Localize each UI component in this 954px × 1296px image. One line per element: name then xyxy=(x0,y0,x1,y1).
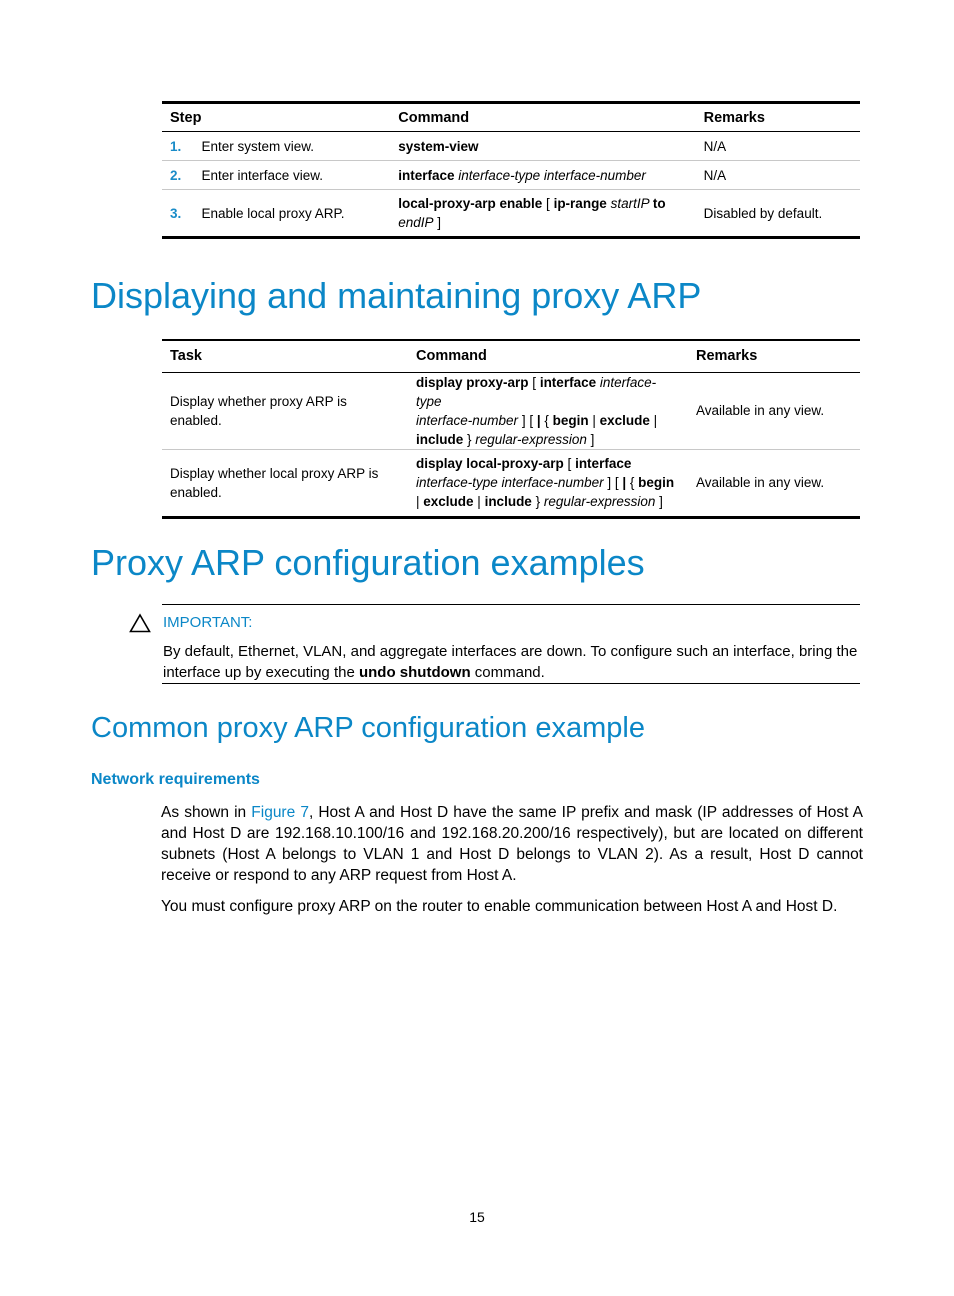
step-number: 1. xyxy=(170,138,182,154)
col-header-command: Command xyxy=(390,103,695,132)
table-row xyxy=(162,161,860,190)
command-text: } xyxy=(531,494,544,509)
note-text: command. xyxy=(470,664,545,681)
command-keyword: local-proxy-arp enable xyxy=(398,196,543,211)
command-keyword: | xyxy=(622,475,627,490)
step-remarks: N/A xyxy=(703,167,727,183)
step-description: Enter system view. xyxy=(201,138,314,154)
col-header-step: Step xyxy=(162,103,390,132)
command-text: ] xyxy=(655,494,663,509)
command-keyword: display proxy-arp xyxy=(416,374,529,390)
command-keyword: undo shutdown xyxy=(358,664,471,681)
command-text: | xyxy=(588,412,600,428)
command-text: { xyxy=(540,412,553,428)
step-number: 2. xyxy=(170,167,182,183)
command-text: | xyxy=(473,494,485,509)
task-cell: Display whether local proxy ARP is enabled. xyxy=(170,465,379,500)
paragraph-text: , Host A and Host D have the same IP prefix and mask (IP addresses of Host A and Host D are 192.168.10.100/16 and 192.168.20.200/16 respectively), but are located on different subnets (Host A belongs to VLAN 1 and Host D belongs to VLAN 2). As a result, Host D cannot receive or respond to any ARP request from Host A. xyxy=(161,804,863,884)
table-row xyxy=(162,190,860,238)
remarks-cell: Available in any view. xyxy=(696,475,825,490)
step-remarks: N/A xyxy=(703,138,727,154)
command-text: [ xyxy=(528,374,540,390)
col-header-remarks: Remarks xyxy=(696,103,860,132)
command-argument: interface-type interface-number xyxy=(458,167,646,183)
important-label: IMPORTANT: xyxy=(163,614,253,631)
step-command xyxy=(390,161,695,190)
command-argument: interface-type xyxy=(416,374,657,409)
step-remarks: Disabled by default. xyxy=(703,205,823,221)
warning-triangle-icon xyxy=(129,613,151,633)
command-keyword: exclude xyxy=(423,494,474,509)
config-steps-table xyxy=(162,101,860,239)
command-text: ] xyxy=(586,431,595,447)
paragraph-text: As shown in xyxy=(161,804,252,821)
body-paragraph xyxy=(161,802,863,886)
table-header-row xyxy=(162,103,860,132)
command-text: [ xyxy=(563,456,576,471)
command-keyword: ip-range xyxy=(553,196,607,211)
command-keyword: interface xyxy=(539,374,597,390)
command-text: [ xyxy=(542,196,554,211)
command-text: | xyxy=(649,412,658,428)
command-keyword: include xyxy=(484,494,532,509)
table-row xyxy=(162,449,860,517)
step-description: Enable local proxy ARP. xyxy=(201,205,345,221)
page-number: 15 xyxy=(469,1209,485,1225)
table-header-row xyxy=(162,340,860,372)
col-header-command: Command xyxy=(408,340,688,372)
subsection-heading: Common proxy ARP configuration example xyxy=(91,712,645,744)
command-argument: endIP xyxy=(398,215,434,230)
remarks-cell: Available in any view. xyxy=(696,403,825,418)
figure-link[interactable]: Figure 7 xyxy=(251,804,309,821)
command-text: ] xyxy=(433,215,442,230)
display-commands-table xyxy=(162,339,860,519)
command-cell xyxy=(408,449,688,517)
command-text: | xyxy=(416,494,424,509)
step-description: Enter interface view. xyxy=(201,167,323,183)
col-header-task: Task xyxy=(162,340,408,372)
table-row xyxy=(162,372,860,449)
note-text: By default, Ethernet, VLAN, and aggregate interfaces are down. To configure such an interface, bring the interface up by executing the xyxy=(163,643,858,681)
important-note xyxy=(162,604,860,684)
section-heading: Proxy ARP configuration examples xyxy=(91,542,645,583)
task-cell: Display whether proxy ARP is enabled. xyxy=(170,393,347,428)
command-keyword: interface xyxy=(398,167,455,183)
command-keyword: begin xyxy=(638,475,675,490)
step-command xyxy=(390,132,695,161)
table-row xyxy=(162,132,860,161)
col-header-remarks: Remarks xyxy=(688,340,860,372)
command-argument: regular-expression xyxy=(543,494,656,509)
command-keyword: to xyxy=(652,196,666,211)
command-keyword: | xyxy=(536,412,541,428)
command-text: ] [ xyxy=(603,475,623,490)
command-keyword: display local-proxy-arp xyxy=(416,456,564,471)
step-number: 3. xyxy=(170,205,182,221)
body-paragraph: You must configure proxy ARP on the router to enable communication between Host A and Host D. xyxy=(161,898,838,915)
command-cell xyxy=(408,372,688,449)
command-argument: regular-expression xyxy=(475,431,587,447)
step-command xyxy=(390,190,695,238)
command-argument: interface-type interface-number xyxy=(416,475,604,490)
command-argument: startIP xyxy=(606,196,653,211)
important-text xyxy=(163,641,861,683)
command-keyword: exclude xyxy=(599,412,650,428)
command-keyword: system-view xyxy=(398,138,479,154)
command-keyword: include xyxy=(416,431,464,447)
command-text: { xyxy=(626,475,639,490)
section-heading: Displaying and maintaining proxy ARP xyxy=(91,275,702,316)
command-argument: interface-number xyxy=(416,412,519,428)
command-keyword: interface xyxy=(575,456,632,471)
command-text: ] [ xyxy=(518,412,537,428)
subsubsection-heading: Network requirements xyxy=(91,771,260,788)
command-text: } xyxy=(463,431,476,447)
command-keyword: begin xyxy=(552,412,589,428)
